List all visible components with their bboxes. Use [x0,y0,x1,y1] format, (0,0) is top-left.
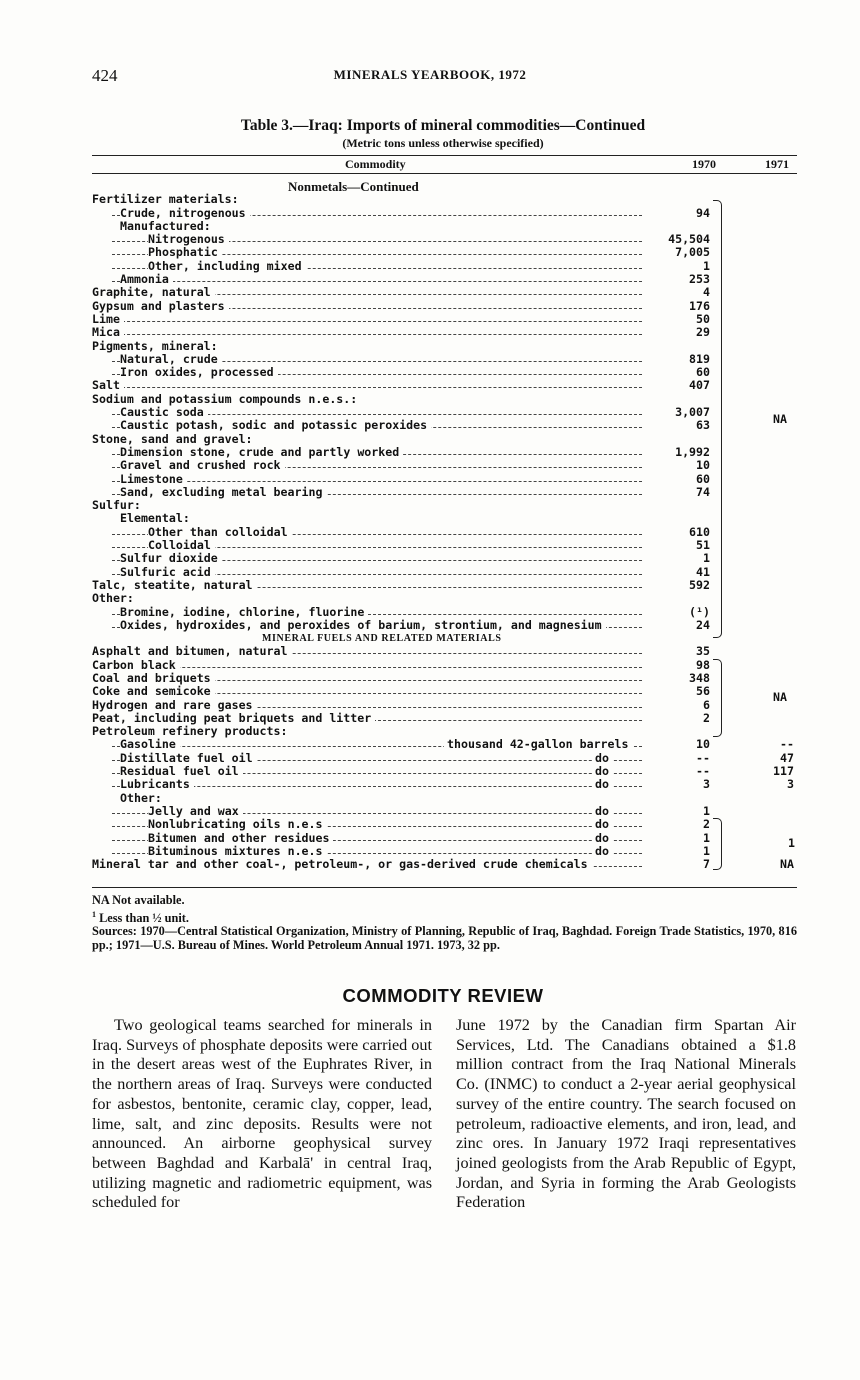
row-label: Petroleum refinery products: [92,725,291,738]
row-label: Sodium and potassium compounds n.e.s.: [92,393,361,406]
row-label: Iron oxides, processed [120,366,278,379]
table-row [92,858,802,871]
nonmetals-1971-value: NA [773,412,787,426]
row-label: Dimension stone, crude and partly worked [120,446,403,459]
row-label: Graphite, natural [92,286,215,299]
row-label: Natural, crude [120,353,222,366]
table-row [92,260,802,273]
value-1971: NA [780,857,794,872]
table-row [92,486,802,499]
table-row [92,313,802,326]
table-row [92,725,802,738]
column-header-1971: 1971 [765,157,789,171]
table-row [92,712,802,725]
table-row [92,459,802,472]
row-label: Other: [120,792,166,805]
row-label: MINERAL FUELS AND RELATED MATERIALS [262,633,502,645]
row-label: Salt [92,379,124,392]
row-label: Fertilizer materials: [92,193,243,206]
row-label: Asphalt and bitumen, natural [92,645,291,658]
row-label: Pigments, mineral: [92,340,222,353]
row-label: Mineral tar and other coal-, petroleum-, or gas-derived crude chemicals [92,858,592,871]
table-row [92,526,802,539]
row-label: Residual fuel oil [120,765,243,778]
fuels-brace [713,659,722,737]
value-1970: 45,504 [668,232,710,247]
sources-note: Sources: 1970—Central Statistical Organization, Ministry of Planning, Republic of Iraq, Baghdad. Foreign Trade Statistics, 1970, 816 pp.; 1971—U.S. Bureau of Mines. World Petroleum Annual 1971. 1973, 32 pp. [92,924,797,952]
table-row [92,619,802,632]
table-top-rule [92,155,797,156]
row-label: Colloidal [148,539,215,552]
value-1970: 3 [703,777,710,792]
table-row [92,512,802,525]
row-label: Caustic potash, sodic and potassic peroxides [120,419,431,432]
row-label: Gypsum and plasters [92,300,229,313]
row-label: Coal and briquets [92,672,215,685]
row-label: Talc, steatite, natural [92,579,257,592]
value-1970: 1 [703,803,710,818]
row-label: Gravel and crushed rock [120,459,285,472]
table-row [92,246,802,259]
row-unit: do [592,765,613,778]
table-row [92,406,802,419]
table-row [92,233,802,246]
row-label: Sulfur dioxide [120,552,222,565]
footnote-text: Less than ½ unit. [99,910,189,925]
value-1970: 3,007 [675,405,710,420]
table-row [92,499,802,512]
value-1970: 35 [696,644,710,659]
value-1971: 117 [773,764,794,779]
leader-dots [112,387,642,388]
row-label: Hydrogen and rare gases [92,699,257,712]
value-1970: 1 [703,843,710,858]
table-row [92,326,802,339]
table-row [92,340,802,353]
value-1970: 60 [696,365,710,380]
column-header-1970: 1970 [692,157,716,171]
table-row [92,778,802,791]
value-1971: 47 [780,750,794,765]
row-label: Mica [92,326,124,339]
table-row [92,738,802,751]
value-1970: 7 [703,857,710,872]
row-label: Peat, including peat briquets and litter [92,712,375,725]
row-unit: do [592,805,613,818]
row-label: Sulfur: [92,499,145,512]
row-label: Gasoline [120,738,180,751]
table-row [92,699,802,712]
row-label: Sulfuric acid [120,566,215,579]
table-row [92,552,802,565]
value-1970: 407 [689,378,710,393]
table-row [92,273,802,286]
value-1970: 253 [689,272,710,287]
table-row [92,792,802,805]
right-column-text [456,1016,796,1213]
value-1970: 4 [703,285,710,300]
leader-dots [112,481,642,482]
value-1970: (¹) [689,604,710,619]
value-1970: 50 [696,311,710,326]
leader-dots [112,667,642,668]
table-row [92,419,802,432]
nonmetals-brace [713,200,722,638]
row-label: Caustic soda [120,406,208,419]
table-row [92,805,802,818]
table-row [92,765,802,778]
row-label: Carbon black [92,659,180,672]
leader-dots [112,334,642,335]
value-1970: 94 [696,205,710,220]
table-row [92,473,802,486]
value-1970: 41 [696,564,710,579]
value-1970: 24 [696,617,710,632]
value-1970: 610 [689,524,710,539]
table-row [92,207,802,220]
row-label: Nitrogenous [148,233,229,246]
row-label: Other than colloidal [148,526,292,539]
running-head: MINERALS YEARBOOK, 1972 [333,67,527,82]
value-1970: 2 [703,710,710,725]
row-unit: do [592,818,613,831]
value-1970: 51 [696,538,710,553]
header-bottom-rule [92,173,797,174]
value-1970: 819 [689,351,710,366]
row-label: Crude, nitrogenous [120,207,250,220]
row-label: Oxides, hydroxides, and peroxides of barium, strontium, and magnesium [120,619,606,632]
table-row [92,433,802,446]
leader-dots [112,321,642,322]
footnote-mark: 1 [92,909,96,919]
row-label: Coke and semicoke [92,685,215,698]
row-label: Nonmetals—Continued [288,179,419,194]
row-label: Lubricants [120,778,194,791]
table-row [92,579,802,592]
row-label: Sand, excluding metal bearing [120,486,326,499]
row-label: Limestone [120,473,187,486]
footnote [92,908,797,926]
value-1970: 176 [689,298,710,313]
table-row [92,818,802,831]
table-row [92,672,802,685]
table-row [92,752,802,765]
value-1970: 56 [696,684,710,699]
table-row [92,539,802,552]
value-1970: -- [696,764,710,779]
row-label: Manufactured: [120,220,215,233]
section-title: COMMODITY REVIEW [342,985,544,1006]
table-row [92,353,802,366]
value-1970: 592 [689,577,710,592]
left-column-text [92,1016,432,1213]
row-label: Other, including mixed [148,260,306,273]
table-row [92,832,802,845]
table-row [92,845,802,858]
table-row [92,286,802,299]
table-bottom-rule [92,887,797,888]
row-label: Jelly and wax [148,805,243,818]
na-note: NA Not available. [92,893,185,907]
row-label: Ammonia [120,273,173,286]
table-subtitle: (Metric tons unless otherwise specified) [342,136,544,150]
table-row [92,300,802,313]
column-header-commodity: Commodity [345,157,406,171]
row-label: Elemental: [120,512,194,525]
row-label: Bitumen and other residues [148,832,333,845]
value-1970: -- [696,750,710,765]
table-notes [92,894,797,952]
table-row [92,606,802,619]
table-row [92,366,802,379]
table-row [92,685,802,698]
value-1970: 1,992 [675,444,710,459]
row-unit: thousand 42-gallon barrels [444,738,632,751]
value-1971: 3 [787,777,794,792]
leader-dots [112,281,642,282]
table-title: Table 3.—Iraq: Imports of mineral commodities—Continued [240,117,646,134]
table-row [92,393,802,406]
fuels-1971-value: NA [773,690,787,704]
value-1970: 1 [703,258,710,273]
value-1970: 60 [696,471,710,486]
row-label: Bromine, iodine, chlorine, fluorine [120,606,368,619]
row-label: Other: [92,592,138,605]
row-unit: do [592,778,613,791]
row-label: Bituminous mixtures n.e.s [148,845,327,858]
value-1970: 10 [696,737,710,752]
row-unit: do [592,832,613,845]
table-row [92,193,802,206]
value-1970: 74 [696,484,710,499]
other-brace [713,818,722,870]
table-row [92,566,802,579]
table-row [92,220,802,233]
table-row [92,379,802,392]
table-row [92,446,802,459]
value-1970: 63 [696,418,710,433]
table-body [92,180,802,871]
value-1970: 1 [703,551,710,566]
value-1970: 6 [703,697,710,712]
value-1970: 98 [696,657,710,672]
other-1971-value: 1 [788,836,795,850]
row-unit: do [592,752,613,765]
row-label: Stone, sand and gravel: [92,433,257,446]
right-paragraph: June 1972 by the Canadian firm Spartan Air Services, Ltd. The Canadians obtained a $1.8 million contract from the Iraq National Minerals Co. (INMC) to conduct a 2-year aerial geophysical survey of the entire country. The search focused on petroleum, radioactive elements, and iron, lead, and zinc ores. In January 1972 Iraqi representatives joined geologists from the Arab Republic of Egypt, Jordan, and Syria in forming the Arab Geologists Federation [456,1016,796,1212]
row-label: Phosphatic [148,246,222,259]
page-number: 424 [92,66,118,85]
row-label: Distillate fuel oil [120,752,257,765]
table-section-heading [92,632,802,645]
value-1971: -- [780,737,794,752]
row-unit: do [592,845,613,858]
value-1970: 10 [696,458,710,473]
row-label: Nonlubricating oils n.e.s [148,818,327,831]
table-section-heading [92,180,802,193]
left-paragraph: Two geological teams searched for minerals in Iraq. Surveys of phosphate deposits were carried out in the desert areas west of the Euphrates River, in the northern areas of Iraq. Surveys were conducted for asbestos, bentonite, ceramic clay, copper, lead, lime, salt, and zinc deposits. Results were not announced. An airborne geophysical survey between Baghdad and Karbalā' in central Iraq, utilizing magnetic and radiometric equipment, was scheduled for [92,1016,432,1212]
table-row [92,645,802,658]
value-1970: 1 [703,830,710,845]
row-label: Lime [92,313,124,326]
table-row [92,659,802,672]
value-1970: 2 [703,817,710,832]
value-1970: 348 [689,670,710,685]
value-1970: 29 [696,325,710,340]
table-row [92,592,802,605]
value-1970: 7,005 [675,245,710,260]
